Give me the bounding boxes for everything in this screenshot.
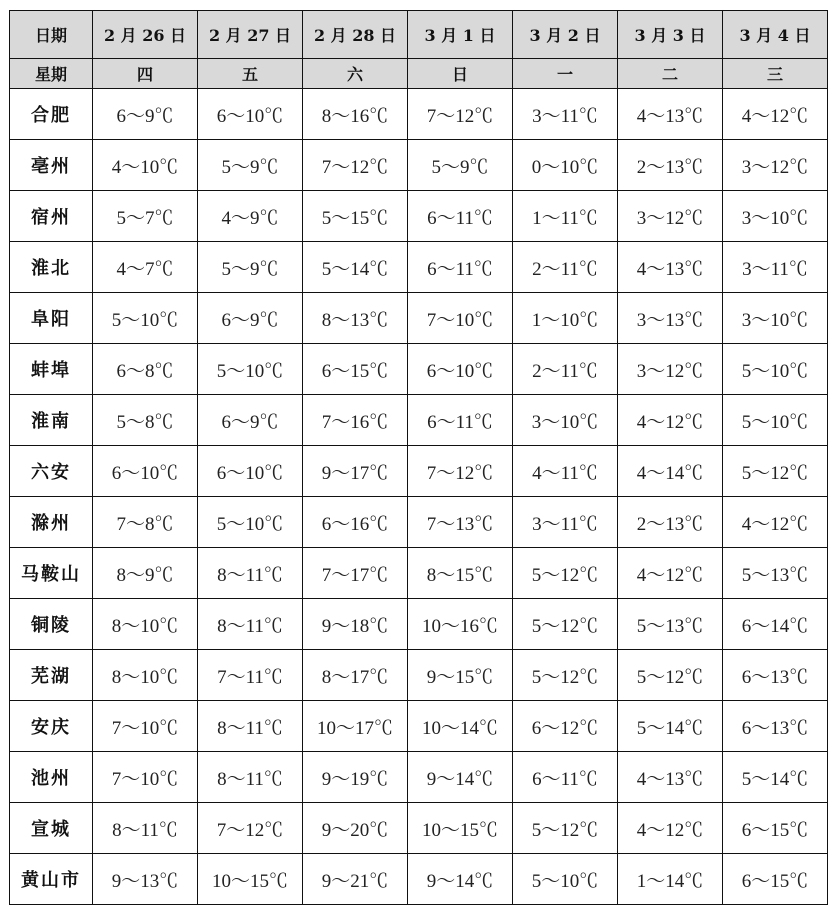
temperature-range-cell: 8～11℃ [198,548,303,599]
table-row [10,191,828,242]
temperature-range-cell: 7～8℃ [93,497,198,548]
temperature-range-cell: 10～14℃ [408,701,513,752]
temperature-range-cell: 6～14℃ [723,599,828,650]
temperature-range-cell: 4～11℃ [513,446,618,497]
temperature-range-cell: 3～12℃ [618,344,723,395]
date-header: 2 月 26 日 [93,11,198,59]
temperature-range-cell: 4～7℃ [93,242,198,293]
city-name: 合肥 [10,89,93,140]
temperature-range-cell: 6～12℃ [513,701,618,752]
temperature-range-cell: 9～18℃ [303,599,408,650]
temperature-range-cell: 1～14℃ [618,854,723,905]
temperature-range-cell: 7～12℃ [408,446,513,497]
temperature-range-cell: 3～12℃ [723,140,828,191]
temperature-range-cell: 5～13℃ [723,548,828,599]
table-row [10,599,828,650]
temperature-range-cell: 5～10℃ [198,497,303,548]
weekday-header: 日 [408,59,513,89]
temperature-range-cell: 8～13℃ [303,293,408,344]
temperature-range-cell: 6～15℃ [723,854,828,905]
date-header: 2 月 27 日 [198,11,303,59]
temperature-range-cell: 5～9℃ [198,140,303,191]
temperature-range-cell: 2～11℃ [513,242,618,293]
temperature-range-cell: 6～11℃ [408,191,513,242]
weekday-header: 五 [198,59,303,89]
temperature-range-cell: 10～15℃ [198,854,303,905]
table-row [10,242,828,293]
temperature-range-cell: 4～13℃ [618,242,723,293]
temperature-range-cell: 6～11℃ [408,395,513,446]
date-header: 3 月 1 日 [408,11,513,59]
temperature-range-cell: 10～15℃ [408,803,513,854]
temperature-range-cell: 8～11℃ [198,752,303,803]
table-row [10,854,828,905]
city-name: 池州 [10,752,93,803]
table-row [10,548,828,599]
table-row [10,701,828,752]
temperature-range-cell: 9～21℃ [303,854,408,905]
weekday-header-row [10,59,828,89]
temperature-range-cell: 3～13℃ [618,293,723,344]
city-name: 淮北 [10,242,93,293]
temperature-range-cell: 5～9℃ [408,140,513,191]
temperature-range-cell: 8～9℃ [93,548,198,599]
temperature-range-cell: 5～12℃ [513,650,618,701]
temperature-range-cell: 3～12℃ [618,191,723,242]
temperature-range-cell: 9～20℃ [303,803,408,854]
weekday-header: 一 [513,59,618,89]
city-name: 芜湖 [10,650,93,701]
city-name: 铜陵 [10,599,93,650]
city-name: 阜阳 [10,293,93,344]
temperature-range-cell: 9～14℃ [408,752,513,803]
temperature-range-cell: 5～12℃ [618,650,723,701]
temperature-range-cell: 7～10℃ [408,293,513,344]
temperature-range-cell: 4～12℃ [723,89,828,140]
weekday-header: 三 [723,59,828,89]
temperature-range-cell: 2～13℃ [618,140,723,191]
temperature-range-cell: 6～13℃ [723,650,828,701]
table-row [10,140,828,191]
temperature-range-cell: 1～11℃ [513,191,618,242]
temperature-range-cell: 5～10℃ [93,293,198,344]
temperature-range-cell: 8～11℃ [93,803,198,854]
table-row [10,497,828,548]
temperature-range-cell: 4～12℃ [618,395,723,446]
temperature-range-cell: 4～12℃ [618,548,723,599]
temperature-range-cell: 6～13℃ [723,701,828,752]
temperature-range-cell: 8～11℃ [198,599,303,650]
temperature-range-cell: 9～13℃ [93,854,198,905]
temperature-range-cell: 6～10℃ [198,446,303,497]
city-name: 亳州 [10,140,93,191]
temperature-range-cell: 1～10℃ [513,293,618,344]
temperature-range-cell: 6～9℃ [198,293,303,344]
temperature-range-cell: 3～10℃ [513,395,618,446]
table-row [10,344,828,395]
date-header-row [10,11,828,59]
date-header: 3 月 2 日 [513,11,618,59]
temperature-range-cell: 6～16℃ [303,497,408,548]
table-row [10,293,828,344]
temperature-range-cell: 7～17℃ [303,548,408,599]
temperature-range-cell: 7～12℃ [408,89,513,140]
temperature-range-cell: 3～10℃ [723,191,828,242]
temperature-range-cell: 6～15℃ [303,344,408,395]
city-name: 六安 [10,446,93,497]
city-name: 宣城 [10,803,93,854]
table-row [10,89,828,140]
temperature-range-cell: 7～13℃ [408,497,513,548]
date-header: 3 月 3 日 [618,11,723,59]
temperature-range-cell: 5～12℃ [723,446,828,497]
temperature-range-cell: 7～11℃ [198,650,303,701]
temperature-range-cell: 5～14℃ [618,701,723,752]
weekday-header: 二 [618,59,723,89]
temperature-range-cell: 7～10℃ [93,701,198,752]
temperature-range-cell: 10～16℃ [408,599,513,650]
temperature-range-cell: 6～8℃ [93,344,198,395]
table-row [10,446,828,497]
temperature-range-cell: 6～9℃ [93,89,198,140]
table-row [10,752,828,803]
table-row [10,650,828,701]
weekday-header: 六 [303,59,408,89]
temperature-range-cell: 5～10℃ [723,395,828,446]
temperature-range-cell: 5～8℃ [93,395,198,446]
temperature-range-cell: 6～11℃ [408,242,513,293]
date-header: 2 月 28 日 [303,11,408,59]
temperature-range-cell: 6～10℃ [93,446,198,497]
date-corner-label: 日期 [10,11,93,59]
temperature-range-cell: 9～14℃ [408,854,513,905]
temperature-range-cell: 5～10℃ [198,344,303,395]
temperature-range-cell: 7～16℃ [303,395,408,446]
temperature-range-cell: 5～14℃ [303,242,408,293]
date-header: 3 月 4 日 [723,11,828,59]
temperature-range-cell: 2～11℃ [513,344,618,395]
city-name: 宿州 [10,191,93,242]
temperature-range-cell: 6～11℃ [513,752,618,803]
table-row [10,803,828,854]
city-name: 安庆 [10,701,93,752]
temperature-range-cell: 5～10℃ [513,854,618,905]
temperature-range-cell: 7～10℃ [93,752,198,803]
city-name: 滁州 [10,497,93,548]
temperature-range-cell: 4～13℃ [618,752,723,803]
city-name: 黄山市 [10,854,93,905]
temperature-range-cell: 10～17℃ [303,701,408,752]
temperature-range-cell: 4～12℃ [723,497,828,548]
temperature-range-cell: 0～10℃ [513,140,618,191]
temperature-range-cell: 4～14℃ [618,446,723,497]
temperature-range-cell: 9～17℃ [303,446,408,497]
temperature-range-cell: 5～14℃ [723,752,828,803]
temperature-range-cell: 6～10℃ [408,344,513,395]
temperature-range-cell: 3～11℃ [723,242,828,293]
weekday-corner-label: 星期 [10,59,93,89]
temperature-range-cell: 4～13℃ [618,89,723,140]
temperature-range-cell: 5～13℃ [618,599,723,650]
temperature-forecast-table [9,10,828,905]
forecast-body [10,89,828,905]
temperature-range-cell: 5～12℃ [513,548,618,599]
temperature-range-cell: 8～16℃ [303,89,408,140]
temperature-range-cell: 3～11℃ [513,89,618,140]
temperature-range-cell: 8～10℃ [93,599,198,650]
city-name: 马鞍山 [10,548,93,599]
temperature-range-cell: 7～12℃ [303,140,408,191]
city-name: 蚌埠 [10,344,93,395]
city-name: 淮南 [10,395,93,446]
temperature-range-cell: 6～9℃ [198,395,303,446]
temperature-range-cell: 8～10℃ [93,650,198,701]
temperature-range-cell: 2～13℃ [618,497,723,548]
temperature-range-cell: 5～7℃ [93,191,198,242]
temperature-range-cell: 8～11℃ [198,701,303,752]
temperature-range-cell: 5～12℃ [513,599,618,650]
temperature-range-cell: 5～10℃ [723,344,828,395]
temperature-range-cell: 9～15℃ [408,650,513,701]
temperature-range-cell: 8～17℃ [303,650,408,701]
temperature-range-cell: 5～15℃ [303,191,408,242]
temperature-range-cell: 7～12℃ [198,803,303,854]
table-row [10,395,828,446]
temperature-range-cell: 5～9℃ [198,242,303,293]
temperature-range-cell: 4～10℃ [93,140,198,191]
temperature-range-cell: 4～9℃ [198,191,303,242]
temperature-range-cell: 9～19℃ [303,752,408,803]
temperature-range-cell: 5～12℃ [513,803,618,854]
temperature-range-cell: 8～15℃ [408,548,513,599]
temperature-range-cell: 3～11℃ [513,497,618,548]
weekday-header: 四 [93,59,198,89]
temperature-range-cell: 4～12℃ [618,803,723,854]
temperature-range-cell: 6～15℃ [723,803,828,854]
forecast-table-container [9,10,828,905]
temperature-range-cell: 6～10℃ [198,89,303,140]
temperature-range-cell: 3～10℃ [723,293,828,344]
